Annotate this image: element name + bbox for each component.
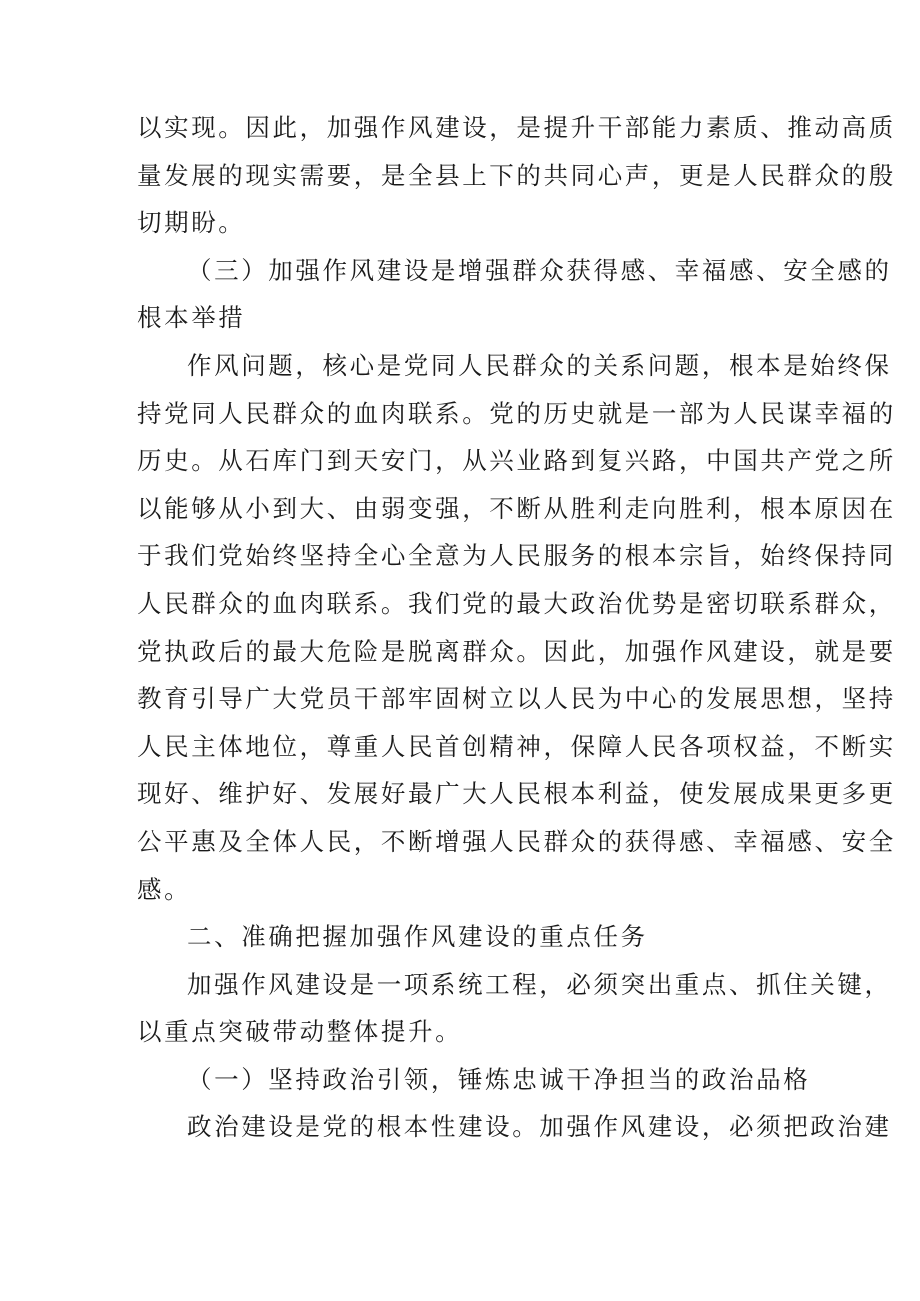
text-line: 以重点突破带动整体提升。 bbox=[137, 1017, 463, 1047]
subheading-three bbox=[137, 247, 892, 342]
document-body bbox=[137, 104, 896, 1151]
text-line: 作风问题，核心是党同人民群众的关系问题，根本是始终保 bbox=[187, 350, 892, 380]
text-line: 以能够从小到大、由弱变强，不断从胜利走向胜利，根本原因在 bbox=[137, 493, 896, 523]
text-line: （三）加强作风建设是增强群众获得感、幸福感、安全感的 bbox=[187, 255, 892, 285]
paragraph-body bbox=[137, 961, 892, 1056]
text-line: 于我们党始终坚持全心全意为人民服务的根本宗旨，始终保持同 bbox=[137, 541, 896, 571]
paragraph-body bbox=[137, 1103, 892, 1151]
text-line: 二、准确把握加强作风建设的重点任务 bbox=[187, 922, 648, 952]
text-line: 教育引导广大党员干部牢固树立以人民为中心的发展思想，坚持 bbox=[137, 684, 896, 714]
paragraph-body bbox=[137, 342, 896, 913]
text-line: 人民主体地位，尊重人民首创精神，保障人民各项权益，不断实 bbox=[137, 731, 896, 761]
text-line: 加强作风建设是一项系统工程，必须突出重点、抓住关键， bbox=[187, 969, 892, 999]
text-line: 现好、维护好、发展好最广大人民根本利益，使发展成果更多更 bbox=[137, 779, 896, 809]
text-line: 切期盼。 bbox=[137, 208, 246, 238]
text-line: 历史。从石库门到天安门，从兴业路到复兴路，中国共产党之所 bbox=[137, 446, 896, 476]
paragraph-continuation bbox=[137, 104, 896, 247]
text-line: 感。 bbox=[137, 874, 192, 904]
section-heading-two bbox=[137, 913, 797, 961]
text-line: 公平惠及全体人民，不断增强人民群众的获得感、幸福感、安全 bbox=[137, 826, 896, 856]
text-line: 以实现。因此，加强作风建设，是提升干部能力素质、推动高质 bbox=[137, 113, 896, 142]
text-line: 人民群众的血肉联系。我们党的最大政治优势是密切联系群众， bbox=[137, 588, 896, 618]
subheading-one bbox=[137, 1056, 811, 1104]
text-line: 根本举措 bbox=[137, 303, 246, 333]
text-line: 量发展的现实需要，是全县上下的共同心声，更是人民群众的殷 bbox=[137, 160, 896, 190]
text-line: 持党同人民群众的血肉联系。党的历史就是一部为人民谋幸福的 bbox=[137, 398, 896, 428]
text-line: 党执政后的最大危险是脱离群众。因此，加强作风建设，就是要 bbox=[137, 636, 896, 666]
text-line: （一）坚持政治引领，锤炼忠诚干净担当的政治品格 bbox=[187, 1064, 811, 1094]
text-line: 政治建设是党的根本性建设。加强作风建设，必须把政治建 bbox=[187, 1112, 892, 1142]
